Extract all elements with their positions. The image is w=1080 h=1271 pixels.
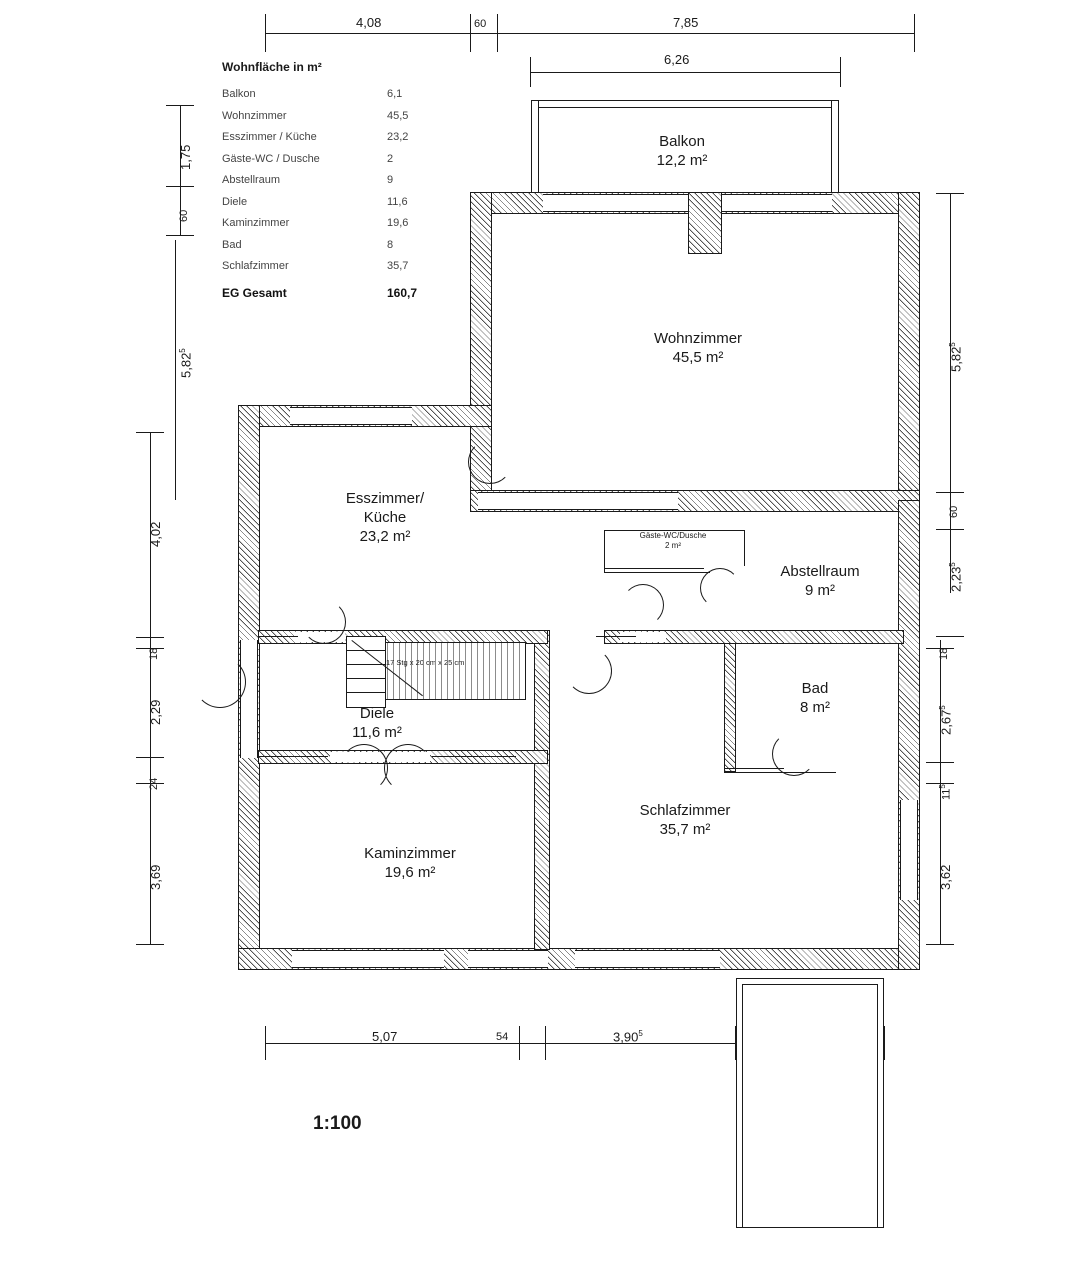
stair-step	[346, 692, 386, 693]
wall-line	[258, 756, 328, 757]
room-area: 11,6 m²	[352, 723, 402, 741]
door-swing-icon	[340, 744, 388, 792]
door-swing-icon	[384, 744, 432, 792]
balcony-rail-left	[531, 100, 539, 198]
room-area: 35,7 m²	[659, 820, 711, 838]
room-name: Kaminzimmer	[364, 845, 456, 862]
room-area: 12,2 m²	[656, 151, 708, 169]
dimension-label-bottom-2: 54	[496, 1031, 509, 1043]
wc-wall-bottom	[604, 572, 710, 573]
dimension-tick	[166, 186, 194, 187]
legend-row	[222, 217, 472, 229]
room-name: Balkon	[659, 133, 705, 150]
dimension-tick	[136, 944, 164, 945]
dimension-label-right-4: 18	[938, 647, 950, 660]
wall-line	[596, 636, 636, 637]
dimension-tick	[914, 14, 915, 52]
stairs-note: 17 Stg x 20 cm x 25 cm	[386, 658, 465, 667]
dimension-label-bottom-3: 3,90$^5$	[613, 1029, 643, 1045]
legend-room-name: Gäste-WC / Dusche	[222, 152, 320, 165]
window-opening	[575, 950, 720, 968]
scale-label: 1:100	[313, 1113, 362, 1134]
balcony-rail-top	[531, 100, 839, 108]
wc-wall-right	[744, 530, 745, 566]
dimension-tick	[936, 636, 964, 637]
door-swing-icon	[302, 600, 346, 644]
dimension-label-balcony-width: 6,26	[664, 52, 690, 67]
legend-room-area: 9	[387, 174, 394, 186]
stair-step	[346, 664, 386, 665]
room-label-diele	[312, 705, 442, 743]
room-area: 19,6 m²	[384, 863, 436, 881]
room-label-wohnzimmer	[608, 330, 788, 368]
room-label-gaeste-wc	[603, 531, 743, 551]
dimension-line-left-upper-2	[175, 240, 176, 500]
legend-room-name: Kaminzimmer	[222, 217, 290, 229]
window-opening	[722, 194, 832, 212]
dimension-tick	[545, 1026, 546, 1060]
door-swing-icon	[194, 656, 246, 708]
wall-bad-bottom-2	[724, 768, 784, 769]
room-area: 45,5 m²	[672, 348, 724, 366]
room-name: Wohnzimmer	[653, 330, 743, 347]
room-label-bad	[755, 680, 875, 718]
dimension-tick	[136, 757, 164, 758]
legend-room-name: Balkon	[222, 88, 256, 100]
room-name: Esszimmer/	[345, 490, 425, 507]
balcony-rail-right	[831, 100, 839, 198]
window-opening	[292, 950, 444, 968]
dimension-tick	[936, 193, 964, 194]
dimension-label-right-6: $11^5$	[938, 784, 953, 800]
legend-room-area: 23,2	[387, 131, 409, 143]
room-name: Diele	[359, 705, 395, 722]
legend-row	[222, 153, 472, 165]
legend-room-area: 45,5	[387, 109, 409, 122]
room-name: Bad	[801, 680, 829, 697]
stair-step	[346, 678, 386, 679]
wall-recess	[478, 492, 678, 510]
legend-row	[222, 88, 472, 100]
door-swing-icon	[622, 584, 664, 626]
wall-interior-vertical-center	[534, 630, 550, 950]
dimension-tick	[136, 432, 164, 433]
dimension-tick	[166, 235, 194, 236]
dimension-line-top	[265, 33, 915, 34]
legend-row	[222, 196, 472, 208]
dimension-tick	[530, 57, 531, 87]
dimension-label-left-8: 3,69	[148, 864, 163, 890]
legend-row	[222, 260, 472, 272]
legend-room-name: Abstellraum	[222, 174, 281, 186]
legend-room-area: 6,1	[387, 88, 403, 100]
room-name: Abstellraum	[780, 563, 860, 580]
dimension-tick	[884, 1026, 885, 1060]
door-swing-icon	[566, 648, 612, 694]
legend-room-area: 35,7	[387, 260, 409, 272]
terrace-inner-outline	[742, 984, 878, 1228]
dimension-tick	[926, 762, 954, 763]
window-opening	[468, 950, 548, 968]
legend-row	[222, 174, 472, 186]
dimension-tick	[497, 14, 498, 52]
window-opening	[290, 407, 412, 425]
room-area: 8 m²	[800, 698, 830, 716]
dimension-line-right-upper	[950, 193, 951, 593]
door-swing-icon	[772, 732, 816, 776]
dimension-label-right-5: 2,67$^5$	[938, 705, 954, 735]
dimension-label-top-3: 7,85	[673, 15, 699, 30]
room-area: 23,2 m²	[359, 527, 411, 545]
dimension-label-left-4: 4,02	[148, 521, 163, 547]
dimension-label-right-7: 3,62	[938, 864, 953, 890]
legend-room-area: 8	[387, 238, 394, 251]
room-label-schlafzimmer	[595, 802, 775, 840]
dimension-label-left-3: 5,82$^5$	[178, 348, 194, 378]
dimension-label-top-1: 4,08	[356, 15, 382, 30]
legend-room-name: Bad	[222, 238, 242, 251]
legend-room-name: Diele	[222, 195, 248, 208]
room-label-abstellraum	[740, 563, 900, 601]
door-swing-icon	[700, 568, 740, 608]
legend-room-name: Schlafzimmer	[222, 260, 289, 272]
dimension-label-left-6: 2,29	[148, 699, 163, 725]
legend-room-name: Esszimmer / Küche	[222, 131, 317, 143]
legend-total-row	[222, 286, 472, 300]
room-label-kaminzimmer	[325, 845, 495, 883]
dimension-label-bottom-1: 5,07	[372, 1029, 398, 1044]
wall-pier	[688, 192, 722, 254]
dimension-tick	[936, 529, 964, 530]
room-name: Gäste-WC/Dusche	[639, 531, 707, 540]
dimension-tick	[926, 944, 954, 945]
dimension-label-left-2: 60	[178, 209, 190, 222]
legend-total-label: EG Gesamt	[222, 286, 287, 300]
window-opening	[543, 194, 688, 212]
dimension-tick	[519, 1026, 520, 1060]
dimension-tick	[936, 492, 964, 493]
legend-room-area: 19,6	[387, 217, 409, 229]
legend-row	[222, 110, 472, 122]
area-legend	[222, 60, 472, 300]
dimension-line-top-inner	[530, 72, 840, 73]
dimension-tick	[265, 1026, 266, 1060]
door-swing-icon	[468, 440, 512, 484]
stairs-hatch	[380, 642, 526, 700]
dimension-tick	[840, 57, 841, 87]
wall-line	[432, 756, 516, 757]
stairs-landing	[346, 636, 386, 708]
room-label-balkon	[612, 133, 752, 171]
door-opening	[620, 632, 666, 642]
wall-line	[258, 636, 298, 637]
dimension-label-left-1: 1,75	[178, 144, 193, 170]
dimension-tick	[166, 105, 194, 106]
legend-room-name: Wohnzimmer	[222, 109, 287, 122]
dimension-tick	[265, 14, 266, 52]
dimension-label-left-7: 24	[148, 777, 160, 790]
room-area: 2 m²	[665, 541, 681, 550]
room-label-esszimmer	[305, 490, 465, 546]
dimension-label-left-5: 18	[148, 647, 160, 660]
dimension-tick	[470, 14, 471, 52]
dimension-label-top-2: 60	[474, 18, 487, 30]
dimension-label-right-1: 5,82$^5$	[948, 342, 964, 372]
dimension-label-right-2: 60	[948, 505, 960, 518]
dimension-label-right-3: 2,23$^5$	[948, 562, 964, 592]
window-opening	[240, 640, 258, 758]
legend-room-area: 11,6	[387, 195, 408, 208]
legend-row	[222, 239, 472, 251]
legend-total-value: 160,7	[387, 286, 418, 300]
wall-bad-bottom	[724, 772, 836, 773]
room-area: 9 m²	[805, 581, 835, 599]
legend-row	[222, 131, 472, 143]
wall-exterior-right-upper	[898, 192, 920, 502]
wc-wall-bottom-2	[604, 568, 704, 569]
legend-title: Wohnfläche in m²	[222, 60, 322, 74]
room-name-line2: Küche	[363, 508, 407, 526]
room-name: Schlafzimmer	[639, 802, 731, 819]
legend-room-area: 2	[387, 152, 394, 165]
wall-bad-left	[724, 632, 736, 772]
window-opening	[900, 800, 918, 900]
dimension-tick	[136, 637, 164, 638]
